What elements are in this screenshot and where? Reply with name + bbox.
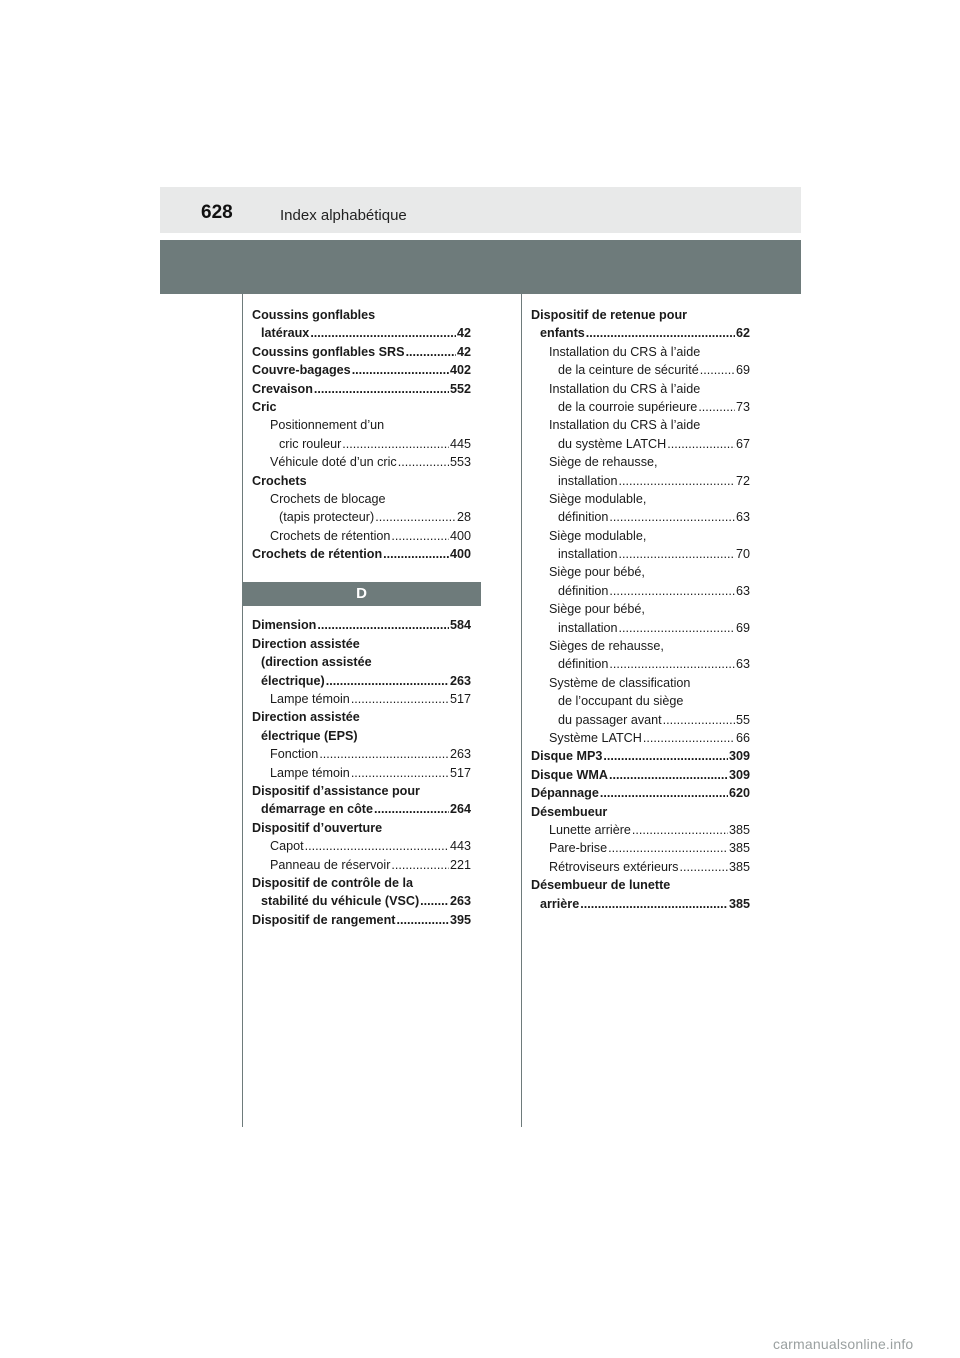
index-list-d bbox=[252, 616, 471, 929]
index-entry-page: 552 bbox=[449, 381, 471, 396]
index-entry-text: de l’occupant du siège bbox=[558, 694, 684, 709]
dot-leader bbox=[663, 711, 735, 729]
index-entry-page: 263 bbox=[449, 894, 471, 909]
dot-leader bbox=[352, 361, 449, 379]
watermark: carmanualsonline.info bbox=[773, 1336, 914, 1352]
dot-leader bbox=[603, 747, 728, 765]
index-entry-page: 402 bbox=[449, 363, 471, 378]
index-entry-text: Sièges de rehausse, bbox=[549, 639, 664, 654]
index-entry-text: Installation du CRS à l’aide bbox=[549, 344, 701, 359]
index-entry-page: 385 bbox=[728, 859, 750, 874]
dot-leader bbox=[314, 380, 449, 398]
index-column-left bbox=[252, 306, 471, 929]
index-entry-text: démarrage en côte bbox=[261, 802, 373, 817]
index-entry-page: 73 bbox=[735, 399, 750, 414]
index-entry-page: 42 bbox=[456, 344, 471, 359]
index-entry-text: installation bbox=[558, 547, 618, 562]
dot-leader bbox=[391, 856, 449, 874]
index-entry bbox=[252, 306, 471, 324]
header-band bbox=[160, 240, 801, 294]
dot-leader bbox=[398, 453, 449, 471]
dot-leader bbox=[619, 619, 735, 637]
index-entry-text: Cric bbox=[252, 399, 277, 414]
index-entry-text: Siège de rehausse, bbox=[549, 455, 658, 470]
index-entry-page: 72 bbox=[735, 473, 750, 488]
index-entry-text: Désembueur de lunette bbox=[531, 878, 671, 893]
index-entry-page: 395 bbox=[449, 912, 471, 927]
index-entry bbox=[252, 435, 471, 453]
letter-divider-d: D bbox=[242, 582, 481, 606]
index-entry-text: Lunette arrière bbox=[549, 822, 631, 837]
index-entry bbox=[252, 343, 471, 361]
index-entry bbox=[531, 655, 750, 673]
index-entry bbox=[252, 727, 471, 745]
index-entry bbox=[252, 653, 471, 671]
section-title: Index alphabétique bbox=[280, 207, 407, 224]
column-rule-left bbox=[242, 294, 243, 1127]
index-entry bbox=[531, 674, 750, 692]
index-entry-text: Lampe témoin bbox=[270, 692, 350, 707]
index-entry-page: 385 bbox=[728, 822, 750, 837]
dot-leader bbox=[374, 800, 449, 818]
index-entry-text: Système LATCH bbox=[549, 730, 642, 745]
index-entry-text: Dispositif de rangement bbox=[252, 912, 396, 927]
index-entry bbox=[531, 435, 750, 453]
index-entry bbox=[531, 324, 750, 342]
dot-leader bbox=[391, 527, 449, 545]
index-entry bbox=[531, 821, 750, 839]
index-entry-text: Véhicule doté d’un cric bbox=[270, 455, 397, 470]
index-entry-page: 221 bbox=[449, 857, 471, 872]
dot-leader bbox=[319, 745, 449, 763]
index-entry bbox=[531, 839, 750, 857]
index-entry-text: Coussins gonflables bbox=[252, 308, 376, 322]
index-entry bbox=[252, 398, 471, 416]
dot-leader bbox=[342, 435, 449, 453]
dot-leader bbox=[609, 766, 728, 784]
index-entry-text: définition bbox=[558, 583, 609, 598]
index-entry bbox=[252, 453, 471, 471]
index-entry-text: Désembueur bbox=[531, 804, 608, 819]
index-entry-text: Installation du CRS à l’aide bbox=[549, 381, 701, 396]
index-entry bbox=[252, 708, 471, 726]
index-entry-text: électrique (EPS) bbox=[261, 728, 358, 743]
index-entry bbox=[531, 582, 750, 600]
index-entry-page: 69 bbox=[735, 363, 750, 378]
index-entry-page: 42 bbox=[456, 326, 471, 341]
index-entry-text: cric rouleur bbox=[279, 436, 342, 451]
index-entry bbox=[531, 784, 750, 802]
dot-leader bbox=[420, 892, 449, 910]
dot-leader bbox=[586, 324, 735, 342]
index-column-right bbox=[531, 306, 750, 913]
dot-leader bbox=[632, 821, 728, 839]
index-entry bbox=[252, 545, 471, 563]
dot-leader bbox=[679, 858, 728, 876]
index-entry-page: 69 bbox=[735, 620, 750, 635]
index-entry-page: 28 bbox=[456, 510, 471, 525]
index-entry bbox=[531, 619, 750, 637]
index-entry bbox=[531, 416, 750, 434]
index-entry-text: Coussins gonflables SRS bbox=[252, 344, 405, 359]
dot-leader bbox=[609, 582, 735, 600]
index-entry-text: installation bbox=[558, 620, 618, 635]
index-entry bbox=[252, 324, 471, 342]
index-entry-text: Crochets bbox=[252, 473, 307, 488]
index-entry-text: Disque WMA bbox=[531, 767, 608, 782]
index-entry-text: de la courroie supérieure bbox=[558, 399, 698, 414]
index-entry-text: Panneau de réservoir bbox=[270, 857, 391, 872]
dot-leader bbox=[317, 616, 449, 634]
index-entry bbox=[531, 398, 750, 416]
index-entry-text: du passager avant bbox=[558, 712, 662, 727]
index-entry bbox=[252, 764, 471, 782]
index-entry bbox=[531, 453, 750, 471]
index-entry-text: Lampe témoin bbox=[270, 765, 350, 780]
index-entry-text: Pare-brise bbox=[549, 841, 608, 856]
index-entry-text: installation bbox=[558, 473, 618, 488]
dot-leader bbox=[406, 343, 456, 361]
index-entry-text: Dispositif de contrôle de la bbox=[252, 875, 413, 890]
dot-leader bbox=[608, 839, 728, 857]
index-entry-text: électrique) bbox=[261, 673, 325, 688]
index-entry-page: 517 bbox=[449, 692, 471, 707]
dot-leader bbox=[580, 895, 728, 913]
index-entry bbox=[252, 819, 471, 837]
index-entry bbox=[531, 747, 750, 765]
dot-leader bbox=[396, 911, 449, 929]
dot-leader bbox=[698, 398, 735, 416]
index-entry-page: 309 bbox=[728, 767, 750, 782]
index-entry-text: arrière bbox=[540, 896, 580, 911]
index-entry bbox=[531, 895, 750, 913]
page-number: 628 bbox=[201, 202, 233, 223]
index-entry bbox=[531, 858, 750, 876]
index-entry bbox=[531, 766, 750, 784]
index-entry bbox=[531, 361, 750, 379]
index-entry-text: de la ceinture de sécurité bbox=[558, 363, 699, 378]
dot-leader bbox=[609, 655, 735, 673]
index-entry-text: latéraux bbox=[261, 326, 310, 341]
index-entry bbox=[252, 892, 471, 910]
index-entry-text: Dispositif d’assistance pour bbox=[252, 783, 420, 798]
index-entry-text: Crochets de blocage bbox=[270, 491, 386, 506]
index-entry bbox=[531, 876, 750, 894]
index-entry-text: Crochets de rétention bbox=[252, 547, 383, 562]
dot-leader bbox=[310, 324, 456, 342]
dot-leader bbox=[351, 764, 449, 782]
index-entry-text: Disque MP3 bbox=[531, 749, 603, 764]
dot-leader bbox=[600, 784, 728, 802]
index-entry bbox=[252, 837, 471, 855]
index-entry bbox=[531, 472, 750, 490]
index-entry bbox=[531, 563, 750, 581]
dot-leader bbox=[375, 508, 456, 526]
index-entry-text: Dépannage bbox=[531, 786, 599, 801]
index-entry-text: Direction assistée bbox=[252, 636, 360, 651]
index-entry bbox=[531, 527, 750, 545]
index-entry-page: 385 bbox=[728, 896, 750, 911]
dot-leader bbox=[305, 837, 449, 855]
index-entry-page: 400 bbox=[449, 547, 471, 562]
dot-leader bbox=[619, 472, 735, 490]
index-entry-page: 309 bbox=[728, 749, 750, 764]
index-entry bbox=[252, 616, 471, 634]
index-entry bbox=[252, 380, 471, 398]
index-entry-page: 63 bbox=[735, 657, 750, 672]
index-entry-page: 70 bbox=[735, 547, 750, 562]
index-entry-page: 553 bbox=[449, 455, 471, 470]
index-entry-text: définition bbox=[558, 510, 609, 525]
dot-leader bbox=[643, 729, 735, 747]
index-entry bbox=[252, 911, 471, 929]
dot-leader bbox=[326, 672, 449, 690]
index-entry-text: Crevaison bbox=[252, 381, 313, 396]
index-entry-page: 63 bbox=[735, 510, 750, 525]
index-entry bbox=[252, 745, 471, 763]
index-entry bbox=[252, 800, 471, 818]
index-entry bbox=[531, 508, 750, 526]
dot-leader bbox=[351, 690, 449, 708]
index-entry-text: (direction assistée bbox=[261, 655, 372, 670]
index-entry bbox=[252, 690, 471, 708]
index-entry-text: Fonction bbox=[270, 747, 319, 762]
header-bar bbox=[160, 187, 801, 233]
index-entry-page: 263 bbox=[449, 747, 471, 762]
index-entry-page: 385 bbox=[728, 841, 750, 856]
index-entry bbox=[531, 545, 750, 563]
index-entry-page: 62 bbox=[735, 326, 750, 341]
dot-leader bbox=[619, 545, 735, 563]
index-entry bbox=[252, 635, 471, 653]
dot-leader bbox=[609, 508, 735, 526]
index-entry-text: définition bbox=[558, 657, 609, 672]
dot-leader bbox=[667, 435, 735, 453]
index-entry bbox=[531, 729, 750, 747]
index-entry bbox=[531, 380, 750, 398]
dot-leader bbox=[700, 361, 735, 379]
column-rule-right bbox=[521, 294, 522, 1127]
index-entry-text: enfants bbox=[540, 326, 585, 341]
index-entry bbox=[252, 782, 471, 800]
index-entry bbox=[252, 472, 471, 490]
index-entry-page: 67 bbox=[735, 436, 750, 451]
index-entry bbox=[252, 416, 471, 434]
index-entry-page: 263 bbox=[449, 673, 471, 688]
index-entry-text: stabilité du véhicule (VSC) bbox=[261, 894, 420, 909]
index-entry bbox=[252, 361, 471, 379]
index-entry bbox=[252, 508, 471, 526]
index-entry-page: 55 bbox=[735, 712, 750, 727]
index-entry bbox=[531, 306, 750, 324]
index-entry bbox=[531, 803, 750, 821]
index-entry-page: 517 bbox=[449, 765, 471, 780]
index-entry-text: Système de classification bbox=[549, 675, 691, 690]
index-entry-text: Couvre-bagages bbox=[252, 363, 351, 378]
dot-leader bbox=[383, 545, 449, 563]
index-entry bbox=[252, 527, 471, 545]
index-entry-page: 400 bbox=[449, 528, 471, 543]
index-entry bbox=[252, 874, 471, 892]
index-entry-text: (tapis protecteur) bbox=[279, 510, 375, 525]
index-entry-text: Positionnement d’un bbox=[270, 418, 385, 433]
index-entry-text: Rétroviseurs extérieurs bbox=[549, 859, 679, 874]
index-entry bbox=[531, 711, 750, 729]
index-list-c bbox=[252, 306, 471, 563]
index-entry bbox=[252, 856, 471, 874]
index-list-d-continued bbox=[531, 306, 750, 913]
index-entry-text: Installation du CRS à l’aide bbox=[549, 418, 701, 433]
index-entry bbox=[252, 672, 471, 690]
index-entry-text: Dispositif d’ouverture bbox=[252, 820, 383, 835]
index-entry bbox=[252, 490, 471, 508]
index-entry-text: Crochets de rétention bbox=[270, 528, 391, 543]
index-entry-page: 445 bbox=[449, 436, 471, 451]
index-entry bbox=[531, 600, 750, 618]
index-entry bbox=[531, 343, 750, 361]
index-entry-page: 620 bbox=[728, 786, 750, 801]
index-entry-text: Dispositif de retenue pour bbox=[531, 308, 688, 322]
index-entry-text: Siège modulable, bbox=[549, 491, 647, 506]
index-entry bbox=[531, 692, 750, 710]
index-entry-page: 264 bbox=[449, 802, 471, 817]
index-entry-page: 63 bbox=[735, 583, 750, 598]
index-entry-page: 443 bbox=[449, 839, 471, 854]
index-entry-page: 66 bbox=[735, 730, 750, 745]
index-entry-text: Dimension bbox=[252, 618, 317, 633]
index-entry-text: Direction assistée bbox=[252, 710, 360, 725]
index-entry-text: Siège pour bébé, bbox=[549, 565, 645, 580]
index-entry-text: Capot bbox=[270, 839, 304, 854]
index-entry bbox=[531, 490, 750, 508]
index-entry-page: 584 bbox=[449, 618, 471, 633]
index-entry bbox=[531, 637, 750, 655]
index-entry-text: du système LATCH bbox=[558, 436, 667, 451]
index-entry-text: Siège pour bébé, bbox=[549, 602, 645, 617]
index-entry-text: Siège modulable, bbox=[549, 528, 647, 543]
